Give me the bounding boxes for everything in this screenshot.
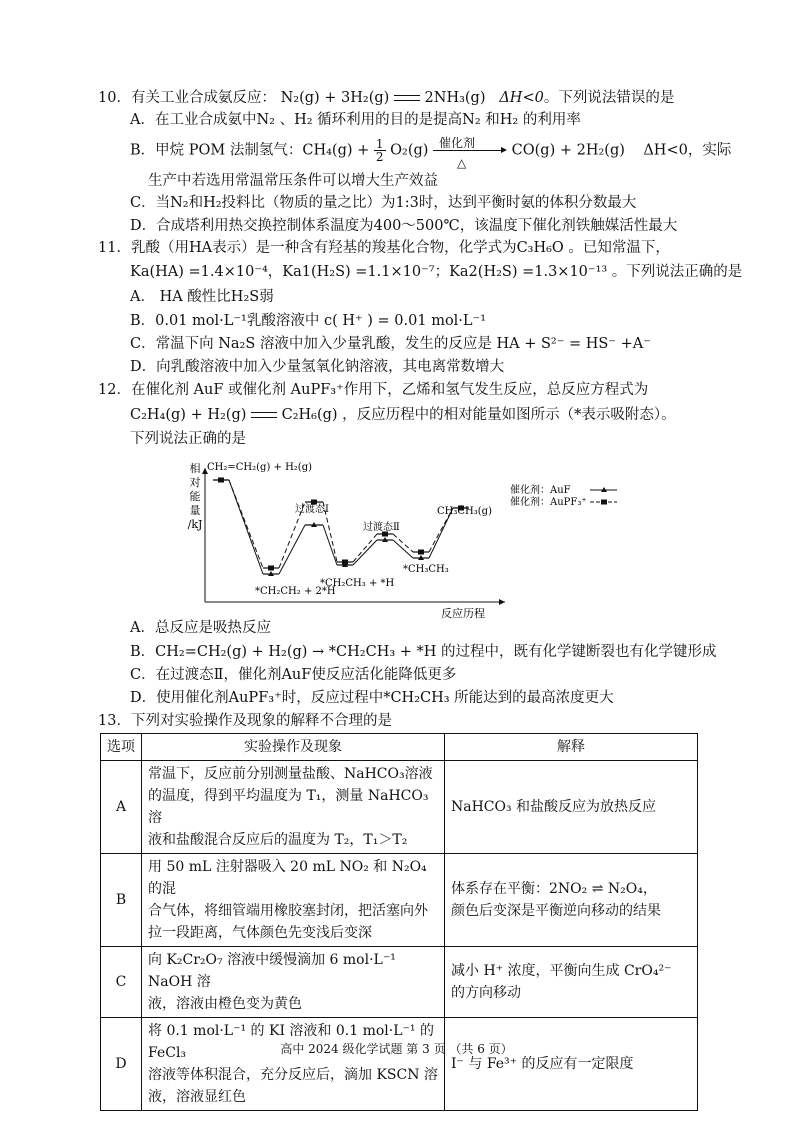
operation-line: 液，溶液由橙色变为黄色 xyxy=(148,996,302,1012)
operation-line: 将 0.1 mol·L⁻¹ 的 KI 溶液和 0.1 mol·L⁻¹ 的 FeCl₃ xyxy=(148,1023,434,1061)
operation-line: 液和盐酸混合反应后的温度为 T₂，T₁＞T₂ xyxy=(148,832,408,848)
state-label: CH₃CH₃(g) xyxy=(437,506,492,517)
operation-line: 溶液等体积混合，充分反应后，滴加 KSCN 溶 xyxy=(148,1067,438,1083)
q11-option-d: D．向乳酸溶液中加入少量氢氧化钠溶液，其电离常数增大 xyxy=(130,359,505,375)
q13-stem: 13．下列对实验操作及现象的解释不合理的是 xyxy=(98,713,392,729)
q10-option-d: D．合成塔利用热交换控制体系温度为400～500℃，该温度下催化剂铁触媒活性最大 xyxy=(130,218,678,234)
q10-option-b-cont: 生产中若选用常温常压条件可以增大生产效益 xyxy=(148,173,438,189)
option-cell: A xyxy=(101,761,142,854)
y-axis-label: 相 xyxy=(189,462,201,475)
q12-stem-1: 12．在催化剂 AuF 或催化剂 AuPF₃⁺作用下，乙烯和氢气发生反应，总反应方程式为 xyxy=(98,382,649,398)
q11-option-a: A． HA 酸性比H₂S弱 xyxy=(130,289,274,305)
state-label: *CH₂CH₃ + *H xyxy=(320,578,395,589)
series-connector xyxy=(353,540,377,565)
explanation-cell xyxy=(445,761,698,854)
option-cell: C xyxy=(101,947,142,1018)
explanation-line: NaHCO₃ 和盐酸反应为放热反应 xyxy=(451,799,657,815)
q10-stem: 10．有关工业合成氨反应： N₂(g) + 3H₂(g) 2NH₃(g) ΔH<0。下列说法错误的是 xyxy=(98,90,675,106)
operation-line: 用 50 mL 注射器吸入 20 mL NO₂ 和 N₂O₄ 的混 xyxy=(148,859,427,897)
option-cell: D xyxy=(101,1018,142,1111)
q12-option-b: B．CH₂=CH₂(g) + H₂(g) → *CH₂CH₃ + *H 的过程中，既有化学键断裂也有化学键形成 xyxy=(130,644,717,660)
operation-line: 拉一段距离，气体颜色先变浅后变深 xyxy=(148,925,372,941)
catalyst-condition-arrow: 催化剂 △ xyxy=(433,141,507,161)
y-axis-label: /kJ xyxy=(187,518,203,531)
y-axis-label: 能 xyxy=(189,490,201,503)
explanation-cell xyxy=(445,1018,698,1111)
state-label: 过渡态Ⅰ xyxy=(295,504,329,515)
series-connector xyxy=(353,534,377,562)
q12-option-c: C．在过渡态Ⅱ，催化剂AuF使反应活化能降低更多 xyxy=(130,667,457,683)
y-axis-label: 量 xyxy=(189,504,201,517)
series-connector xyxy=(323,525,337,565)
table-row xyxy=(101,1018,698,1111)
square-marker xyxy=(418,550,424,555)
explanation-line: I⁻ 与 Fe³⁺ 的反应有一定限度 xyxy=(451,1056,634,1072)
square-marker xyxy=(268,566,274,571)
q10-option-b: B．甲烷 POM 法制氢气：CH₄(g) + $\frac{1}{2}$ O₂(g) 催化剂 △ CO(g) + 2H₂(g) ΔH<0，实际 xyxy=(130,135,732,170)
operation-line: 常温下，反应前分别测量盐酸、NaHCO₃溶液 xyxy=(148,766,433,782)
q11-stem-1: 11．乳酸（用HA表示）是一种含有羟基的羧基化合物，化学式为C₃H₆O 。已知常温下， xyxy=(98,240,670,256)
operation-cell xyxy=(142,1018,445,1111)
energy-profile-chart xyxy=(185,460,645,620)
explanation-cell xyxy=(445,854,698,947)
operation-line: 向 K₂Cr₂O₇ 溶液中缓慢滴加 6 mol·L⁻¹ NaOH 溶 xyxy=(148,952,396,990)
explanation-line: 颜色后变深是平衡逆向移动的结果 xyxy=(451,903,661,919)
operation-cell xyxy=(142,947,445,1018)
q12-option-a: A．总反应是吸热反应 xyxy=(130,620,271,636)
page-footer: 高中 2024 级化学试题 第 3 页 （共 6 页） xyxy=(280,1042,513,1056)
state-label: *CH₂CH₂ + 2*H xyxy=(255,586,336,597)
state-label: *CH₃CH₃ xyxy=(403,564,449,575)
operation-cell xyxy=(142,854,445,947)
q11-stem-2: Ka(HA) =1.4×10⁻⁴，Ka1(H₂S) =1.1×10⁻⁷；Ka2(H₂S) =1.3×10⁻¹³ 。下列说法正确的是 xyxy=(130,264,743,280)
y-axis-label: 对 xyxy=(189,476,201,489)
q12-stem-2: C₂H₄(g) + H₂(g) C₂H₆(g) ，反应历程中的相对能量如图所示（*表示吸附态）。 xyxy=(130,407,676,423)
reversible-arrow-icon xyxy=(394,92,420,104)
header-operation: 实验操作及现象 xyxy=(142,734,445,761)
operation-cell xyxy=(142,761,445,854)
x-axis-label: 反应历程 xyxy=(441,607,485,620)
state-label: CH₂=CH₂(g) + H₂(g) xyxy=(207,462,313,473)
header-explanation: 解释 xyxy=(445,734,698,761)
explanation-cell xyxy=(445,947,698,1018)
header-option: 选项 xyxy=(101,734,142,761)
q11-option-c: C．常温下向 Na₂S 溶液中加入少量乳酸，发生的反应是 HA + S²⁻ = HS⁻ +A⁻ xyxy=(130,336,651,352)
q10-option-a: A．在工业合成氨中N₂ 、H₂ 循环利用的目的是提高N₂ 和H₂ 的利用率 xyxy=(130,112,581,128)
explanation-line: 的方向移动 xyxy=(451,985,521,1001)
explanation-line: 减小 H⁺ 浓度，平衡向生成 CrO₄²⁻ xyxy=(451,963,672,979)
explanation-line: 体系存在平衡：2NO₂ ⇌ N₂O₄， xyxy=(451,881,657,897)
square-marker xyxy=(218,478,224,483)
table-row xyxy=(101,761,698,854)
operation-line: 合气体，将细管端用橡胶塞封闭，把活塞向外 xyxy=(148,903,428,919)
series-connector xyxy=(279,525,305,574)
operation-line: 液，溶液显红色 xyxy=(148,1089,246,1105)
table-header-row xyxy=(101,734,698,761)
legend-label: 催化剂：AuF xyxy=(510,485,571,496)
operation-line: 的温度，得到平均温度为 T₁，测量 NaHCO₃ 溶 xyxy=(148,788,429,826)
series-connector xyxy=(393,540,413,558)
x-axis-arrow-icon xyxy=(499,599,505,605)
table-row xyxy=(101,947,698,1018)
option-cell: B xyxy=(101,854,142,947)
legend-label: 催化剂：AuPF₃⁺ xyxy=(510,497,587,508)
square-marker xyxy=(342,560,348,565)
q11-option-b: B．0.01 mol·L⁻¹乳酸溶液中 c( H⁺ ) = 0.01 mol·L⁻¹ xyxy=(130,313,487,329)
legend-square-icon xyxy=(601,500,607,505)
series-connector xyxy=(229,480,263,574)
q12-stem-3: 下列说法正确的是 xyxy=(130,431,246,447)
table-row xyxy=(101,854,698,947)
state-label: 过渡态Ⅱ xyxy=(363,522,400,533)
q10-option-c: C．当N₂和H₂投料比（物质的量之比）为1:3时，达到平衡时氨的体积分数最大 xyxy=(130,195,637,211)
fraction-half: $\frac{1}{2}$ xyxy=(375,137,384,164)
q12-option-d: D．使用催化剂AuPF₃⁺时，反应过程中*CH₂CH₃ 所能达到的最高浓度更大 xyxy=(130,690,614,706)
reaction-arrow-icon xyxy=(251,409,277,421)
